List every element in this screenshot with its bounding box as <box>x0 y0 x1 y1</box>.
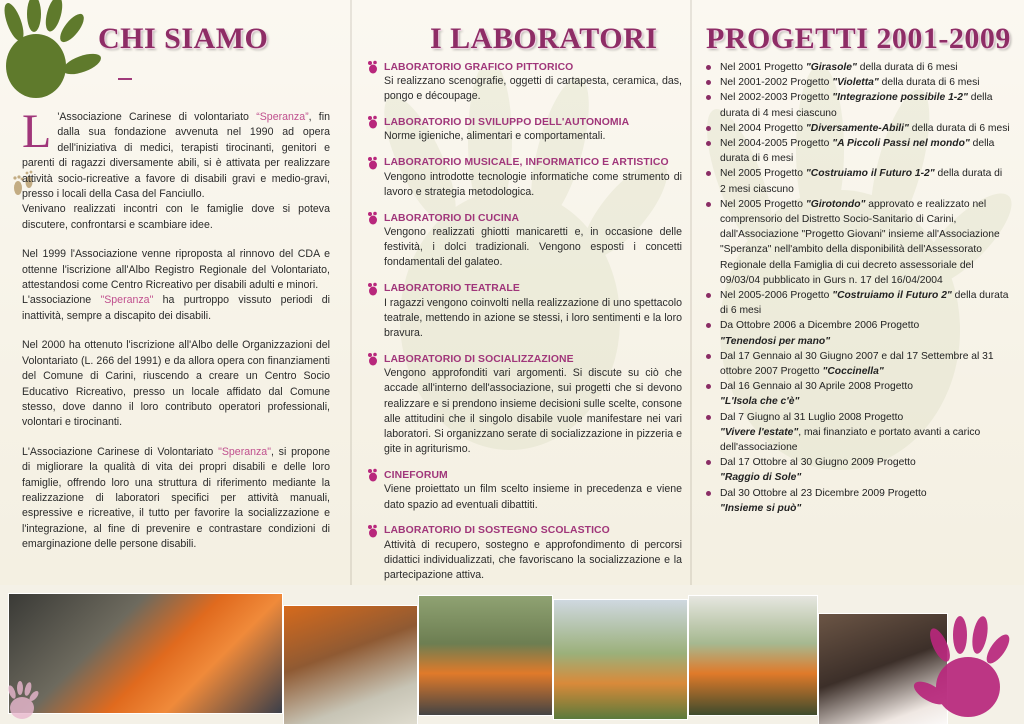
lab-bullet-icon <box>366 282 380 296</box>
project-name: "A Piccoli Passi nel mondo" <box>832 138 970 150</box>
progetti-column <box>692 0 1024 585</box>
project-name: "Insieme si può" <box>720 502 802 514</box>
project-item: Nel 2001 Progetto "Girasole" della durata di 6 mesi <box>702 60 1010 75</box>
lab-name: LABORATORIO GRAFICO PITTORICO <box>384 61 574 73</box>
progetti-title: PROGETTI 2001-2009 <box>706 22 1011 55</box>
lab-bullet-icon <box>366 468 380 482</box>
lab-description: Si realizzano scenografie, oggetti di cartapesta, ceramica, das, pongo e découpage. <box>384 75 682 103</box>
laboratori-column <box>352 0 692 585</box>
laboratori-list <box>366 60 682 585</box>
project-name: "Vivere l'estate" <box>720 426 799 438</box>
project-name: "Girotondo" <box>805 198 866 210</box>
association-name: "Speranza" <box>100 294 154 307</box>
paragraph-text: 'Associazione Carinese di volontariato <box>57 111 257 123</box>
project-item: Nel 2004-2005 Progetto "A Piccoli Passi nel mondo" della durata di 6 mesi <box>702 136 1010 166</box>
lab-name: LABORATORIO MUSICALE, INFORMATICO E ARTISTICO <box>384 157 669 169</box>
paragraph-text: L'associazione <box>22 294 101 307</box>
green-handprint-icon <box>0 0 112 108</box>
lab-item <box>366 115 682 144</box>
lab-item <box>366 468 682 512</box>
lab-item <box>366 282 682 342</box>
paragraph-mission <box>22 445 330 553</box>
lab-description: Norme igieniche, alimentari e comportamentali. <box>384 130 606 143</box>
project-item: Nel 2001-2002 Progetto "Violetta" della durata di 6 mesi <box>702 75 1010 90</box>
lab-description: Attività di recupero, sostegno e approfondimento di percorsi didattici individualizzati, che favoriscano la socializzazione e la partecipazione attiva. <box>384 538 682 582</box>
paragraph-text: Nel 1999 l'Associazione venne riproposta al rinnovo del CDA e ottenne l'iscrizione all'Albo Registro Regionale del Volontariato, attestandosi come Centro Ricreativo per disabili adulti e minori. <box>22 248 330 292</box>
project-name: "L'Isola che c'è" <box>720 396 800 408</box>
lab-description: Viene proiettato un film scelto insieme in precedenza e viene dato spazio ad eventuali dibattiti. <box>384 483 682 511</box>
lab-item <box>366 156 682 200</box>
photo-group-outdoor <box>418 595 553 716</box>
pink-handprint-small-icon <box>2 680 42 720</box>
lab-name: LABORATORIO DI SOSTEGNO SCOLASTICO <box>384 525 610 537</box>
lab-name: LABORATORIO DI SOCIALIZZAZIONE <box>384 353 574 365</box>
project-item: Nel 2004 Progetto "Diversamente-Abili" della durata di 6 mesi <box>702 121 1010 136</box>
project-name: "Girasole" <box>805 62 857 73</box>
project-item: Dal 17 Ottobre al 30 Giugno 2009 Progetto "Raggio di Sole" <box>702 455 1010 485</box>
photo-park-group <box>688 595 818 716</box>
photo-teepee <box>553 599 688 720</box>
association-name: "Speranza" <box>218 445 271 458</box>
lab-bullet-icon <box>366 156 380 170</box>
paragraph-2000 <box>22 338 330 430</box>
photo-strip <box>0 585 1024 724</box>
association-name: “Speranza” <box>256 111 309 123</box>
project-item: Dal 7 Giugno al 31 Luglio 2008 Progetto "Vivere l'estate", mai finanziato e portato avanti a carico dell'associazione <box>702 410 1010 456</box>
project-item: Dal 30 Ottobre al 23 Dicembre 2009 Progetto "Insieme si può" <box>702 486 1010 516</box>
lab-bullet-icon <box>366 211 380 225</box>
lab-item <box>366 211 682 271</box>
project-item: Nel 2005 Progetto "Girotondo" approvato e realizzato nel comprensorio del Distretto Socio-Sanitario di Carini, dall'Associazione "Progetto Giovani" insieme all'Associazione "Speranza" nell'ambito della disponibilità dell'Assessorato Regionale della Famiglia di cui decreto assessoriale del 09/03/04 pubblicato in Gurs n. 17 del 16/04/2004 <box>702 197 1010 288</box>
paragraph-history <box>22 105 330 233</box>
project-name: "Costruiamo il Futuro 2" <box>832 290 952 302</box>
lab-name: CINEFORUM <box>384 469 448 481</box>
lab-bullet-icon <box>366 115 380 129</box>
chi-siamo-text <box>22 105 330 563</box>
paragraph-text: ha purtroppo vissuto periodi di inattività, sempre a discapito dei disabili. <box>22 294 330 322</box>
pink-handprint-icon <box>912 615 1022 723</box>
photo-painting-workshop <box>8 593 283 714</box>
lab-item <box>366 524 682 584</box>
paragraph-text: L'Associazione Carinese di Volontariato <box>22 445 219 458</box>
drop-cap: L <box>22 105 52 158</box>
paragraph-text: Venivano realizzati incontri con le famiglie dove si poteva discutere, confrontarsi e scambiare idee. <box>22 203 330 231</box>
project-item: Nel 2005 Progetto "Costruiamo il Futuro 1-2" della durata di 2 mesi ciascuno <box>702 166 1010 196</box>
project-item: Nel 2005-2006 Progetto "Costruiamo il Futuro 2" della durata di 6 mesi <box>702 288 1010 318</box>
project-item: Dal 17 Gennaio al 30 Giugno 2007 e dal 17 Settembre al 31 ottobre 2007 Progetto "Coccinella" <box>702 349 1010 379</box>
paragraph-text: , fin dalla sua fondazione avvenuta nel 1990 ad opera dell'iniziativa di medici, terapisti tirocinanti, genitori e parenti di ragazzi diversamente abili, si è attivata per realizzare attività socio-ricreative a favore di disabili gravi e medio-gravi, presso i locali della Casa del Fanciullo. <box>22 111 330 201</box>
lab-item <box>366 60 682 104</box>
project-name: "Integrazione possibile 1-2" <box>832 92 968 104</box>
paragraph-text: Nel 2000 ha ottenuto l'iscrizione all'Albo delle Organizzazioni del Volontariato (L. 266 del 1991) e da allora opera con finanziamenti del Comune di Carini, riuscendo a creare un Centro Socio Educativo Ricreativo, presso un locale affidato dal Comune stesso, dove danno il loro contributo operatori professionali, volontari e tirocinanti. <box>22 339 330 429</box>
lab-name: LABORATORIO DI CUCINA <box>384 212 520 224</box>
photo-computer-lab <box>283 605 418 724</box>
project-item: Dal 16 Gennaio al 30 Aprile 2008 Progetto "L'Isola che c'è" <box>702 379 1010 409</box>
lab-description: I ragazzi vengono coinvolti nella realizzazione di uno spettacolo teatrale, mettendo in azione se stessi, i loro sentimenti e la loro bravura. <box>384 296 682 340</box>
lab-description: Vengono introdotte tecnologie informatiche come strumento di lavoro e strategia metodologica. <box>384 170 682 198</box>
progetti-list <box>702 60 1010 516</box>
project-name: "Diversamente-Abili" <box>805 122 909 134</box>
project-name: "Violetta" <box>832 77 879 89</box>
paragraph-1999 <box>22 247 330 324</box>
project-item: Nel 2002-2003 Progetto "Integrazione possibile 1-2" della durata di 4 mesi ciascuno <box>702 90 1010 120</box>
project-item: Da Ottobre 2006 a Dicembre 2006 Progetto "Tenendosi per mano" <box>702 318 1010 348</box>
lab-description: Vengono realizzati ghiotti manicaretti e, in occasione delle festività, i dolci tradizionali. Vengono esposti i concetti fondamentali del galateo. <box>384 226 682 269</box>
project-name: "Tenendosi per mano" <box>720 335 831 347</box>
project-name: "Costruiamo il Futuro 1-2" <box>805 168 935 180</box>
lab-bullet-icon <box>366 352 380 366</box>
project-name: "Raggio di Sole" <box>720 472 802 484</box>
lab-name: LABORATORIO TEATRALE <box>384 283 520 295</box>
project-name: "Coccinella" <box>822 366 884 378</box>
chi-siamo-column <box>0 0 350 585</box>
lab-description: Vengono approfonditi vari argomenti. Si discute su ciò che accade all'interno dell'associazione, sui progetti che si devono realizzare e si prendono insieme decisioni sulle scelte, consone alle attitudini che il singolo disabile vuole manifestare nei vari laboratori. Si organizzano serate di socializzazione in pizzeria e gite in agriturismo. <box>384 367 682 456</box>
lab-name: LABORATORIO DI SVILUPPO DELL'AUTONOMIA <box>384 116 630 128</box>
chi-siamo-title: CHI SIAMO <box>98 22 269 55</box>
lab-bullet-icon <box>366 60 380 74</box>
laboratori-title: I LABORATORI <box>430 22 658 55</box>
lab-bullet-icon <box>366 524 380 538</box>
title-underline <box>118 78 132 80</box>
paragraph-text: , si propone di migliorare la qualità di vita dei propri disabili e delle loro famiglie, offrendo loro una struttura di riferimento mediante la realizzazione di laboratori specifici per attività manuali, espressive e ricreative, il tutto per favorire la socializzazione e l'integrazione, al fine di prevenire e contrastare condizioni di emarginazione delle persone disabili. <box>22 445 330 551</box>
lab-item <box>366 352 682 457</box>
